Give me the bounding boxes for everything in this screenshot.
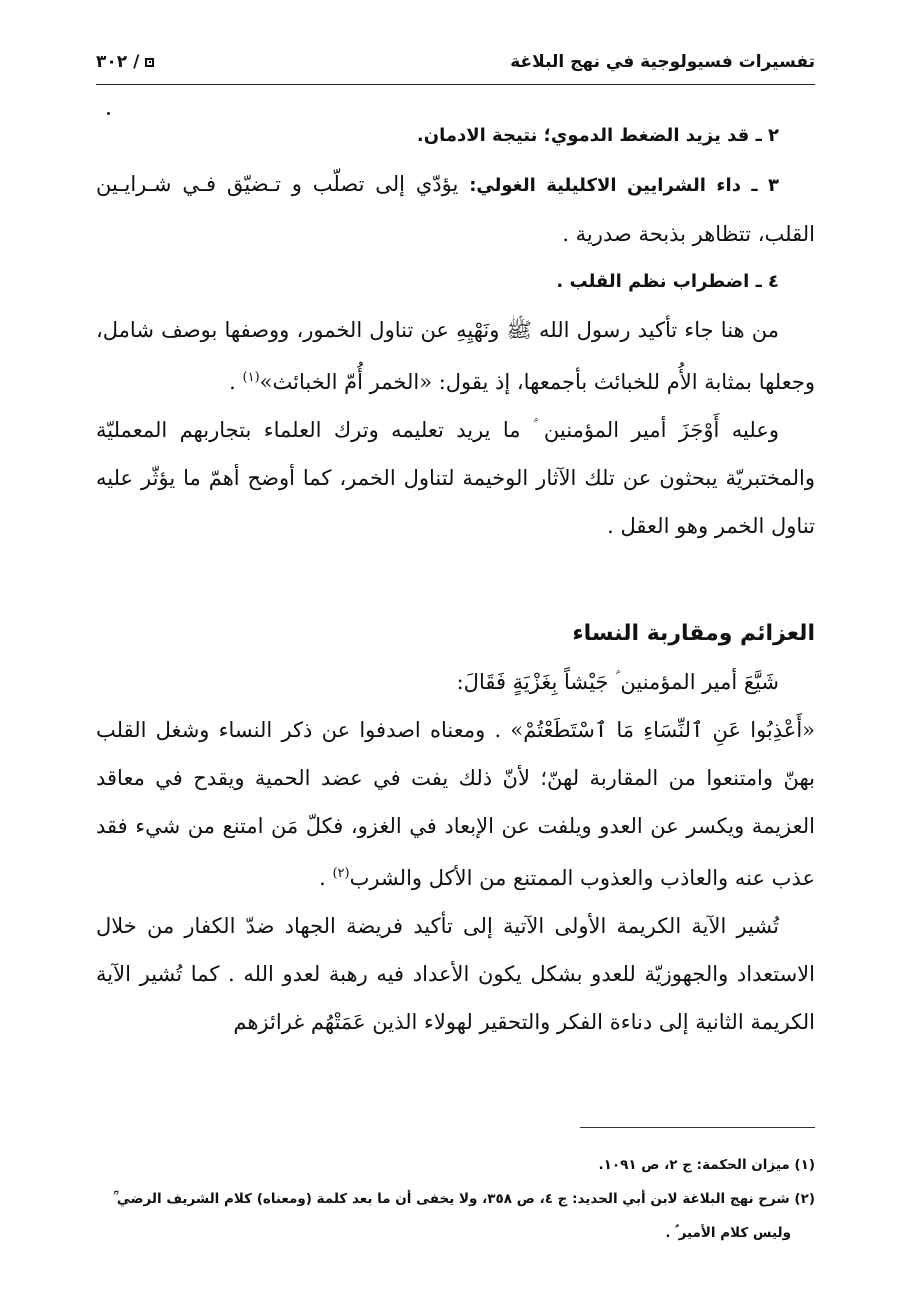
paragraph-1-end: . — [229, 370, 243, 394]
paragraph-2: وعليه أَوْجَزَ أمير المؤمنين ؑ ما يريد تعليمه وترك العلماء بتجاربهم المعمليّة والمختبريّة يبحثون عن تلك الآثار الوخيمة لتناول الخمر، كما أوضح أهمّ ما يؤثّر عليه تناول الخمر وهو العقل . — [96, 418, 815, 538]
footnote-2-continued: وليس كلام الأمير ؑ . — [665, 1225, 791, 1241]
section-intro: شَيَّعَ أمير المؤمنين ؑ جَيْشاً بِغَزْيَةٍ فَقَالَ: — [456, 670, 779, 694]
section-heading: العزائم ومقاربة النساء — [572, 621, 815, 646]
running-header — [96, 48, 815, 85]
list-item-4: ٤ ـ اضطراب نظم القلب . — [556, 271, 779, 292]
hadith-quote — [96, 706, 815, 902]
running-title: تفسيرات فسيولوجية في نهج البلاغة — [510, 52, 815, 72]
paragraph-1 — [96, 306, 815, 406]
page-number: ٣٠٢ — [96, 52, 128, 72]
list-item-3-lead: ٣ ـ داء الشرايين الاكليلية الغولي: — [469, 175, 779, 196]
footnote-ref-1: (١) — [242, 370, 260, 385]
footnote-2: (٢) شرح نهج البلاغة لابن أبي الحديد: ج ٤، ص ٣٥٨، ولا يخفى أن ما بعد كلمة (ومعناه) كلام الشريف الرضي ؒ — [113, 1191, 815, 1207]
paragraph-3: تُشير الآية الكريمة الأولى الآتية إلى تأكيد فريضة الجهاد ضدّ الكفار من خلال الاستعداد والجهوزيّة للعدو بشكل يكون الأعداد فيه رهبة لعدو الله . كما تُشير الآية الكريمة الثانية إلى دناءة الفكر والتحقير لهولاء الذين عَمَتْهُم غرائزهم — [96, 914, 815, 1034]
footnote-ref-2: (٢) — [332, 866, 350, 881]
footnotes — [96, 1148, 815, 1250]
page-number-block — [96, 52, 154, 72]
square-ornament-icon — [145, 58, 154, 67]
footnote-1: (١) ميزان الحكمة: ج ٢، ص ١٠٩١. — [598, 1157, 815, 1173]
section-gap — [96, 550, 815, 610]
paragraph-1-text: من هنا جاء تأكيد رسول الله ﷺ ونَهْيِهِ عن تناول الخمور، ووصفها بوصف شامل، وجعلها بمثابة الأُم للخبائث بأجمعها، إذ يقول: «الخمر أُمّ الخبائث» — [96, 318, 815, 394]
footnote-divider — [580, 1127, 815, 1128]
hadith-quote-end: . — [319, 866, 333, 890]
list-item-3 — [96, 160, 815, 258]
hadith-quote-text: «أَعْذِبُوا عَنِ ٱلنِّسَاءِ مَا ٱسْتَطَعْتُمْ» . ومعناه اصدفوا عن ذكر النساء وشغل القلب بهنّ وامتنعوا من المقاربة لهنّ؛ لأنّ ذلك يفت في عضد الحمية ويقدح في معاقد العزيمة ويكسر عن العدو ويلفت عن الإبعاد في الغزو، فكلّ مَن امتنع من شيء فقد عذب عنه والعاذب والعذوب الممتنع من الأكل والشرب — [96, 718, 815, 890]
page-separator: / — [133, 52, 140, 72]
list-item-2: ٢ ـ قد يزيد الضغط الدموي؛ نتيجة الادمان. — [416, 125, 779, 146]
list-item-3-text: يؤدّي إلى تصلّب و تـضيّق فـي شـرايـين القلب، تتظاهر بذبحة صدرية . — [96, 172, 815, 246]
main-text — [96, 112, 815, 1046]
